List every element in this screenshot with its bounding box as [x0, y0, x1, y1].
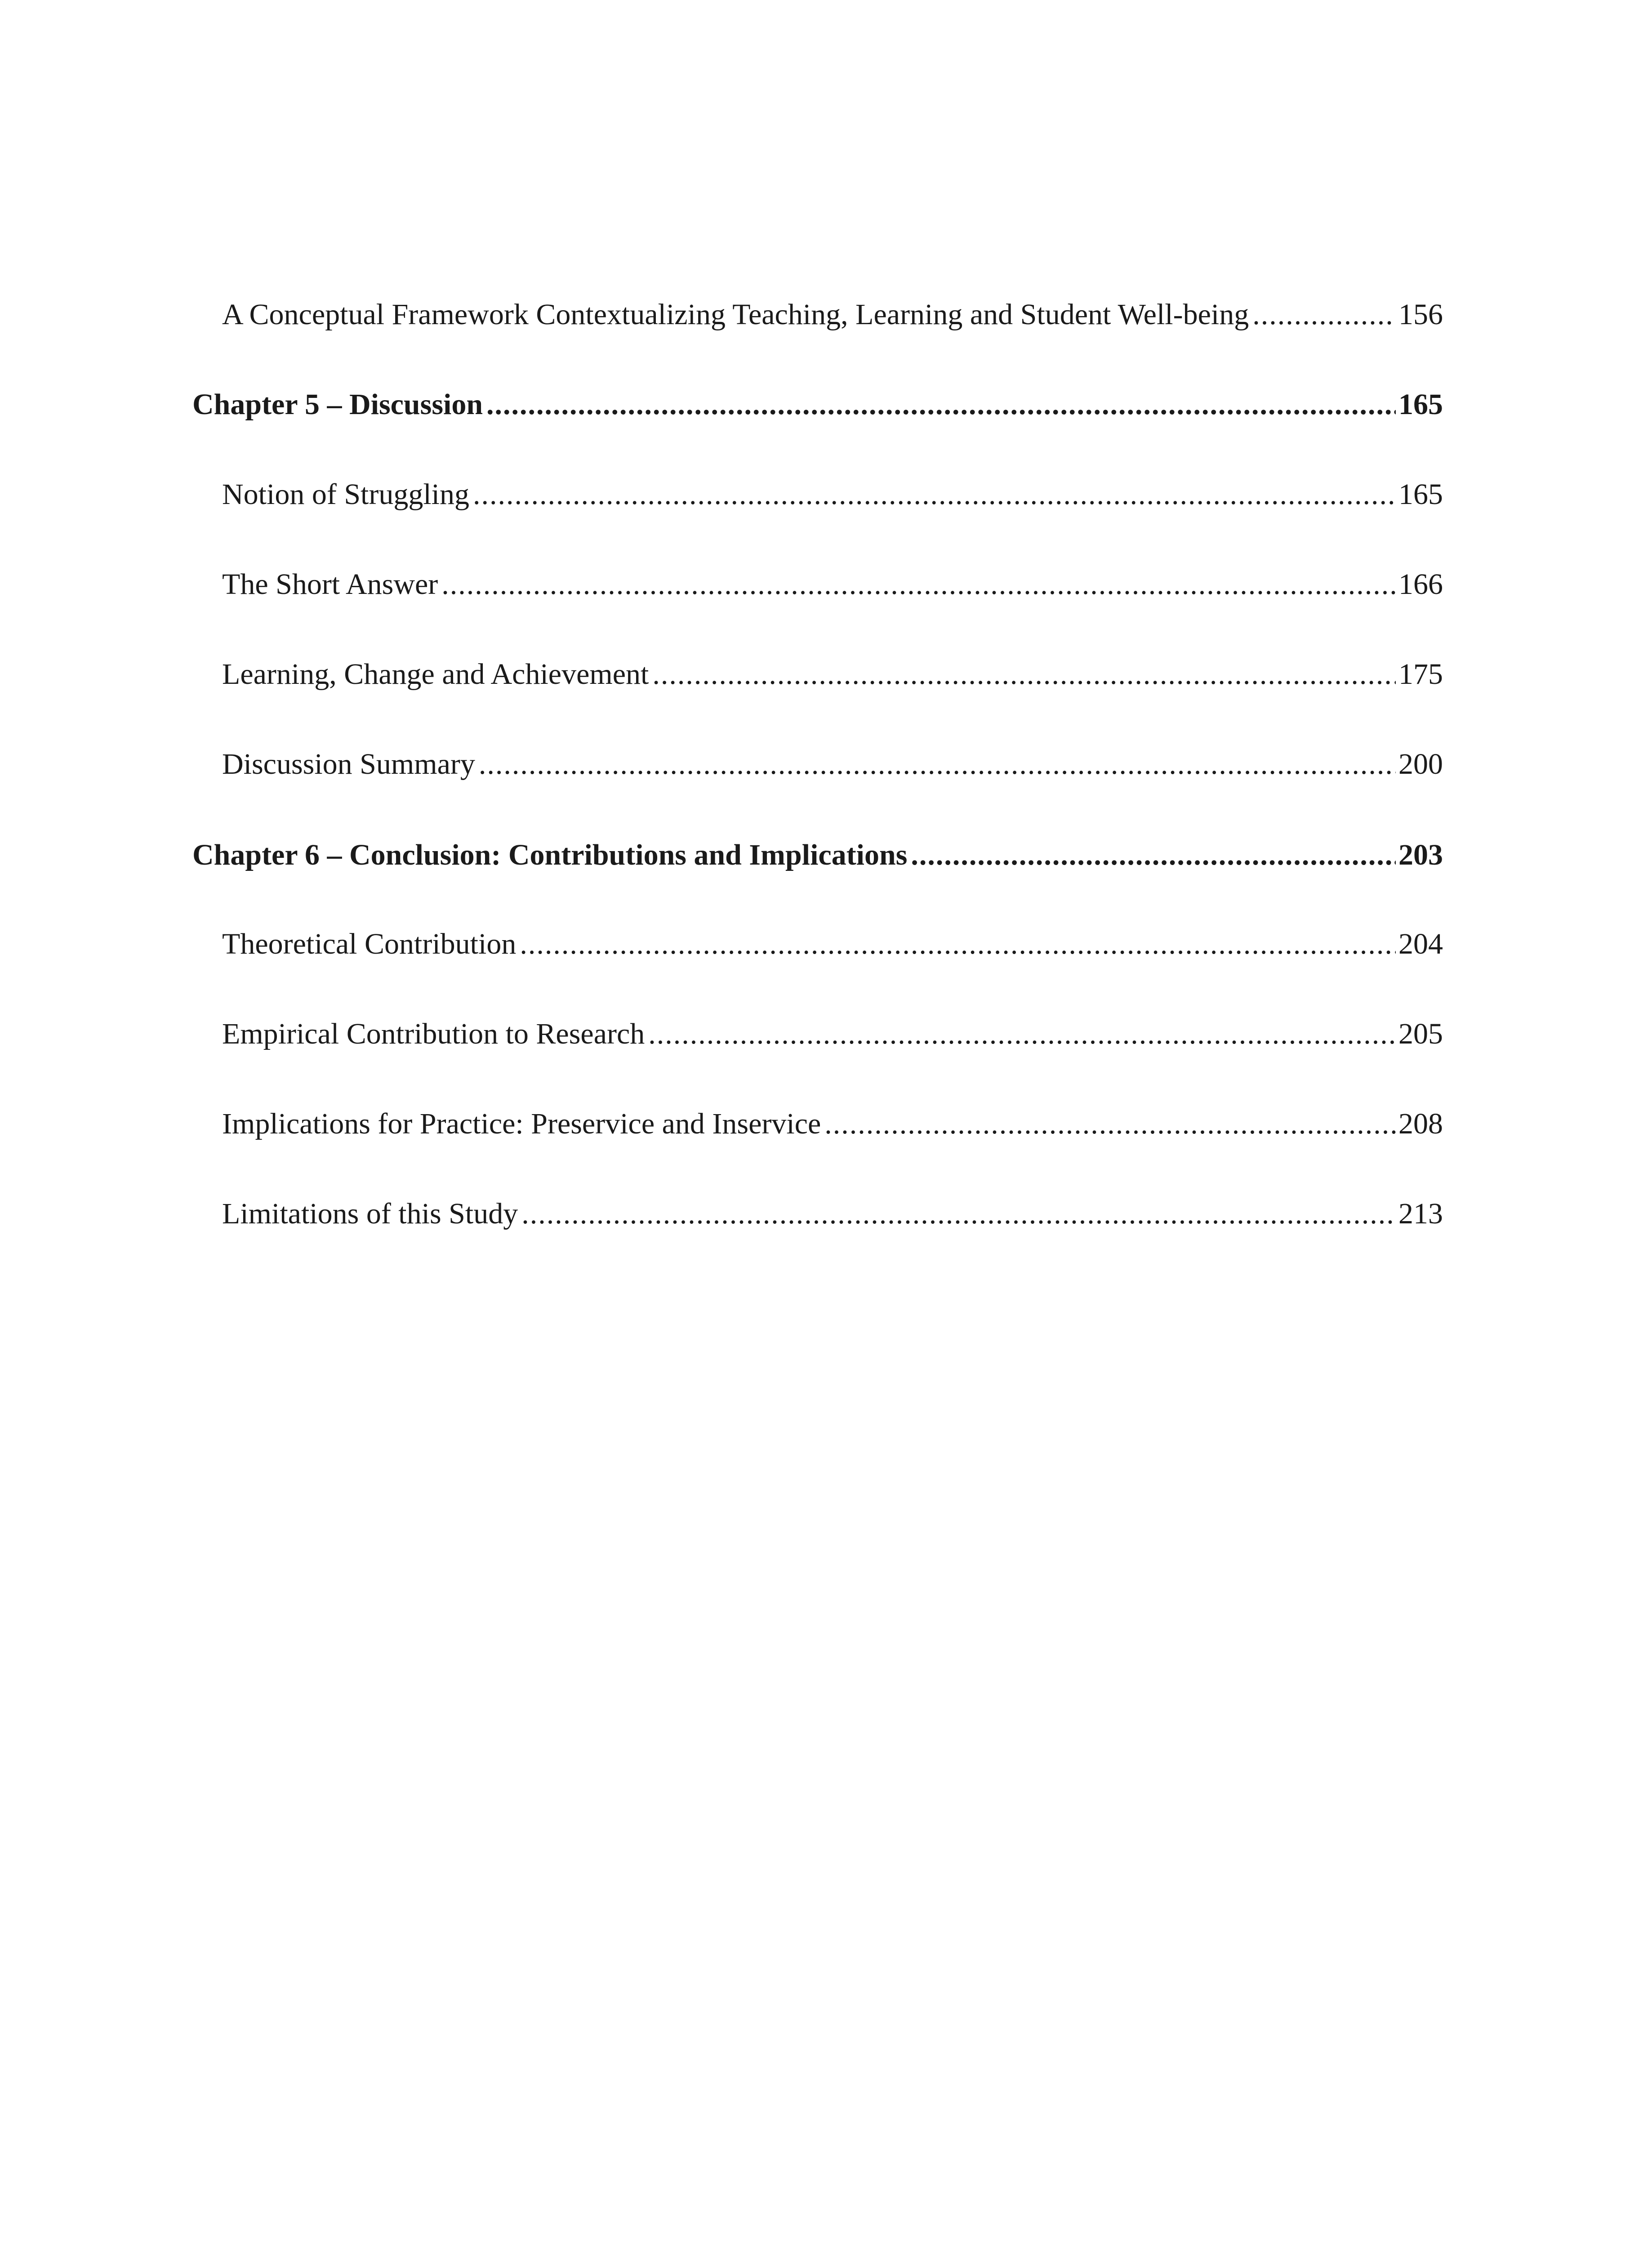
toc-dot-leader [521, 1196, 1396, 1232]
toc-entry-theoretical-contribution[interactable] [222, 926, 1443, 962]
toc-entry-discussion-summary[interactable] [222, 746, 1443, 782]
toc-page-number: 175 [1398, 658, 1443, 691]
toc-entry-implications-for-practice[interactable] [222, 1106, 1443, 1142]
toc-page-number: 156 [1398, 298, 1443, 331]
toc-dot-leader [911, 837, 1396, 873]
toc-dot-leader [652, 656, 1396, 692]
toc-page-number: 213 [1398, 1197, 1443, 1230]
toc-dot-leader [479, 746, 1396, 782]
toc-page-number: 203 [1398, 839, 1443, 871]
toc-dot-leader [473, 477, 1396, 513]
toc-entry-empirical-contribution[interactable] [222, 1016, 1443, 1052]
toc-dot-leader [441, 566, 1396, 602]
toc-page-number: 208 [1398, 1107, 1443, 1140]
toc-entry-chapter-6[interactable] [192, 837, 1443, 873]
toc-entry-title: Discussion Summary [222, 748, 475, 781]
toc-dot-leader [486, 387, 1396, 423]
toc-dot-leader [1252, 297, 1396, 333]
toc-entry-title: Theoretical Contribution [222, 928, 517, 960]
toc-entry-short-answer[interactable] [222, 566, 1443, 602]
toc-entry-title: The Short Answer [222, 568, 438, 601]
toc-page-number: 205 [1398, 1017, 1443, 1050]
toc-entry-title: Chapter 6 – Conclusion: Contributions and Implications [192, 839, 908, 871]
toc-entry-limitations[interactable] [222, 1196, 1443, 1232]
toc-entry-conceptual-framework[interactable] [222, 297, 1443, 333]
toc-entry-title: Empirical Contribution to Research [222, 1017, 645, 1050]
toc-page-number: 165 [1398, 388, 1443, 421]
toc-dot-leader [824, 1106, 1396, 1142]
toc-entry-notion-of-struggling[interactable] [222, 477, 1443, 513]
toc-dot-leader [520, 926, 1396, 962]
toc-dot-leader [648, 1016, 1396, 1052]
toc-page-number: 204 [1398, 928, 1443, 960]
toc-entry-title: Chapter 5 – Discussion [192, 388, 483, 421]
toc-entry-title: Learning, Change and Achievement [222, 658, 649, 691]
toc-page-number: 200 [1398, 748, 1443, 781]
toc-entry-title: A Conceptual Framework Contextualizing Teaching, Learning and Student Well-being [222, 298, 1249, 331]
toc-entry-title: Limitations of this Study [222, 1197, 518, 1230]
toc-entry-title: Implications for Practice: Preservice and Inservice [222, 1107, 821, 1140]
toc-entry-title: Notion of Struggling [222, 478, 470, 511]
toc-entry-learning-change-achievement[interactable] [222, 656, 1443, 692]
toc-page-number: 166 [1398, 568, 1443, 601]
toc-entry-chapter-5[interactable] [192, 387, 1443, 423]
toc-page-number: 165 [1398, 478, 1443, 511]
